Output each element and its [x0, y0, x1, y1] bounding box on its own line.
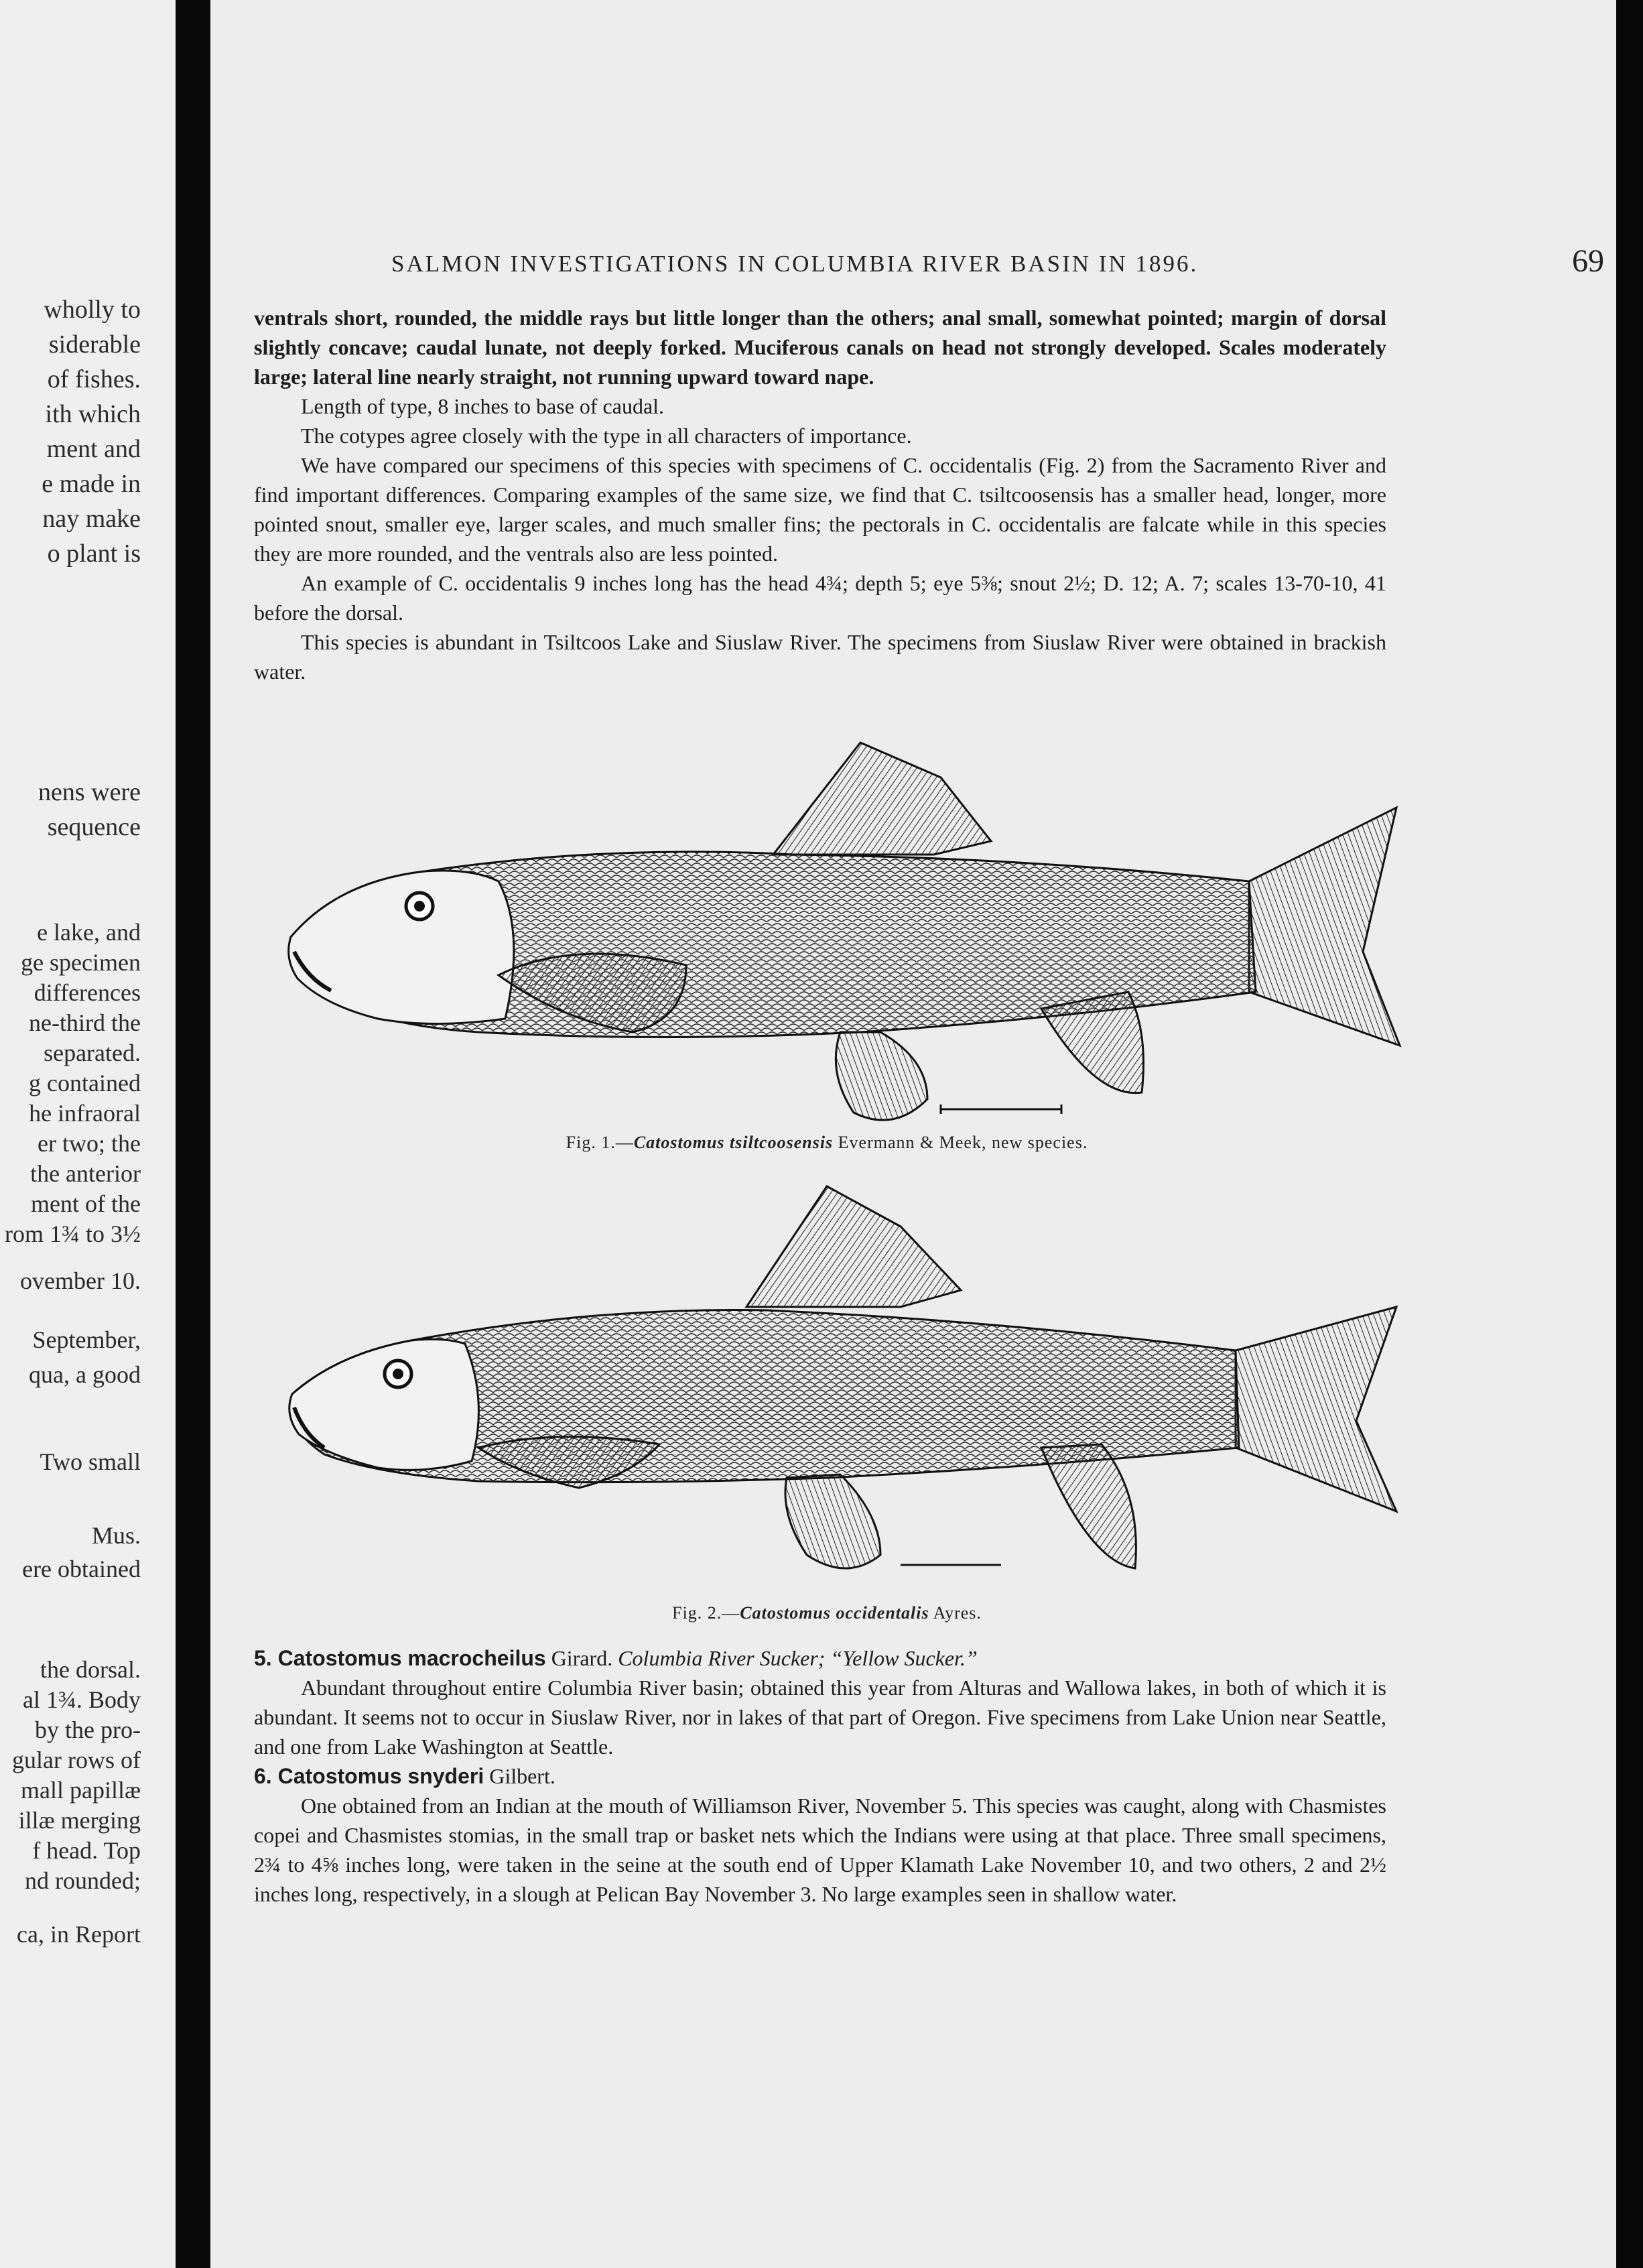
- paragraph: Length of type, 8 inches to base of caudal.: [301, 394, 665, 418]
- previous-page-text: nens were: [38, 778, 141, 806]
- figure-1: [257, 737, 1410, 1166]
- running-head-title: SALMON INVESTIGATIONS IN COLUMBIA RIVER BASIN IN 1896.: [391, 251, 1199, 277]
- previous-page-text: by the pro-: [35, 1716, 141, 1743]
- figure-species: Catostomus occidentalis: [740, 1603, 929, 1623]
- previous-page-text: siderable: [48, 330, 141, 359]
- previous-page-text: nd rounded;: [25, 1867, 141, 1894]
- species-common-name: Columbia River Sucker; “Yellow Sucker.”: [612, 1646, 978, 1670]
- previous-page-text: September,: [32, 1326, 141, 1353]
- page: [210, 0, 1616, 2268]
- anal-fin: [1041, 1444, 1136, 1568]
- body-text-top: [254, 303, 1386, 686]
- previous-page-text: ere obtained: [22, 1556, 141, 1582]
- figure-label: Fig. 1.—: [566, 1133, 634, 1152]
- species-heading: 6. Catostomus snyderi: [254, 1764, 484, 1788]
- previous-page-text: e made in: [42, 470, 141, 498]
- fish-illustration-1: [257, 737, 1410, 1139]
- previous-page-text: er two; the: [38, 1130, 141, 1157]
- paragraph: Abundant throughout entire Columbia River basin; obtained this year from Alturas and Wallowa lakes, in both of which it is abundant. It seems not to occur in Siuslaw River, nor in lakes of that part of Oregon. Five specimens from Lake Union near Seattle, and one from Lake Washington at Seattle.: [254, 1676, 1386, 1759]
- previous-page-text: the anterior: [30, 1160, 141, 1187]
- previous-page-text: he infraoral: [29, 1100, 141, 1127]
- figure-caption-rest: Ayres.: [929, 1603, 982, 1623]
- previous-page-text: wholly to: [44, 296, 141, 324]
- fish-head: [289, 871, 514, 1024]
- figure-2: [257, 1180, 1410, 1622]
- previous-page-text: ment and: [46, 435, 141, 463]
- figure-caption: [257, 1133, 1396, 1153]
- species-author: Girard.: [545, 1646, 613, 1670]
- previous-page-text: illæ merging: [18, 1807, 141, 1834]
- previous-page-edge: [0, 0, 176, 2268]
- dorsal-fin: [746, 1186, 961, 1307]
- caudal-fin: [1249, 808, 1400, 1046]
- previous-page-text: o plant is: [47, 540, 141, 568]
- anal-fin: [1041, 992, 1144, 1093]
- fish-illustration-2: [257, 1180, 1410, 1588]
- figure-species: Catostomus tsiltcoosensis: [633, 1133, 834, 1152]
- previous-page-text: sequence: [47, 813, 141, 841]
- paragraph: We have compared our specimens of this species with specimens of C. occidentalis (Fig. 2) from the Sacramento River and find important differences. Comparing examples of the same size, we find that C. tsiltcoosensis has a smaller head, longer, more pointed snout, smaller eye, larger scales, and much smaller fins; the pectorals in C. occidentalis are falcate while in this species they are more rounded, and the ventrals also are less pointed.: [254, 453, 1386, 566]
- previous-page-text: al 1¾. Body: [23, 1686, 141, 1713]
- paragraph: This species is abundant in Tsiltcoos Lake and Siuslaw River. The specimens from Siuslaw River were obtained in brackish water.: [254, 630, 1386, 684]
- previous-page-text: e lake, and: [37, 919, 141, 946]
- previous-page-text: differences: [34, 979, 141, 1006]
- paragraph: An example of C. occidentalis 9 inches long has the head 4¾; depth 5; eye 5⅜; snout 2½; D. 12; A. 7; scales 13-70-10, 41 before the dorsal.: [254, 571, 1386, 625]
- previous-page-text: gular rows of: [12, 1747, 141, 1773]
- section-heading: [254, 1761, 1386, 1791]
- previous-page-text: mall papillæ: [21, 1777, 141, 1804]
- previous-page-text: f head. Top: [32, 1837, 141, 1864]
- previous-page-text: the dorsal.: [40, 1656, 141, 1683]
- previous-page-text: rom 1¾ to 3½: [5, 1220, 141, 1247]
- scan-border-right: [1616, 0, 1643, 2268]
- dorsal-fin: [773, 743, 991, 855]
- previous-page-text: ne-third the: [29, 1009, 141, 1036]
- paragraph: The cotypes agree closely with the type in all characters of importance.: [301, 424, 912, 448]
- ventral-fin: [785, 1474, 880, 1568]
- previous-page-text: ovember 10.: [20, 1267, 141, 1294]
- previous-page-text: ge specimen: [21, 949, 141, 976]
- figure-caption-rest: Evermann & Meek, new species.: [833, 1133, 1088, 1152]
- paragraph: One obtained from an Indian at the mouth of Williamson River, November 5. This species was caught, along with Chasmistes copei and Chasmistes stomias, in the small trap or basket nets which the Indians were using at that place. Three small specimens, 2¾ to 4⅝ inches long, were taken in the seine at the south end of Upper Klamath Lake November 10, and two others, 2 and 2½ inches long, respectively, in a slough at Pelican Bay November 3. No large examples seen in shallow water.: [254, 1793, 1386, 1906]
- body-text-bottom: [254, 1643, 1386, 1909]
- previous-page-text: nay make: [42, 505, 141, 533]
- previous-page-text: g contained: [29, 1070, 141, 1096]
- previous-page-text: Two small: [40, 1448, 141, 1475]
- caudal-fin: [1236, 1307, 1396, 1511]
- ventral-fin: [836, 1032, 927, 1120]
- figure-label: Fig. 2.—: [672, 1603, 740, 1623]
- previous-page-text: ment of the: [31, 1190, 141, 1217]
- section-heading: [254, 1643, 1386, 1673]
- previous-page-text: of fishes.: [47, 365, 141, 393]
- previous-page-text: ith which: [45, 400, 141, 428]
- paragraph: ventrals short, rounded, the middle rays but little longer than the others; anal small, somewhat pointed; margin of dorsal slightly concave; caudal lunate, not deeply forked. Muciferous canals on head not strongly developed. Scales moderately large; lateral line nearly straight, not running upward toward nape.: [254, 306, 1386, 389]
- species-heading: 5. Catostomus macrocheilus: [254, 1646, 546, 1670]
- previous-page-text: separated.: [44, 1040, 141, 1066]
- page-number: 69: [1572, 243, 1604, 279]
- previous-page-text: Mus.: [91, 1522, 141, 1549]
- previous-page-text: ca, in Report: [17, 1921, 141, 1948]
- previous-page-text: qua, a good: [29, 1361, 141, 1388]
- page-gutter: [176, 0, 210, 2268]
- figure-caption: [257, 1603, 1396, 1623]
- species-author: Gilbert.: [484, 1764, 555, 1788]
